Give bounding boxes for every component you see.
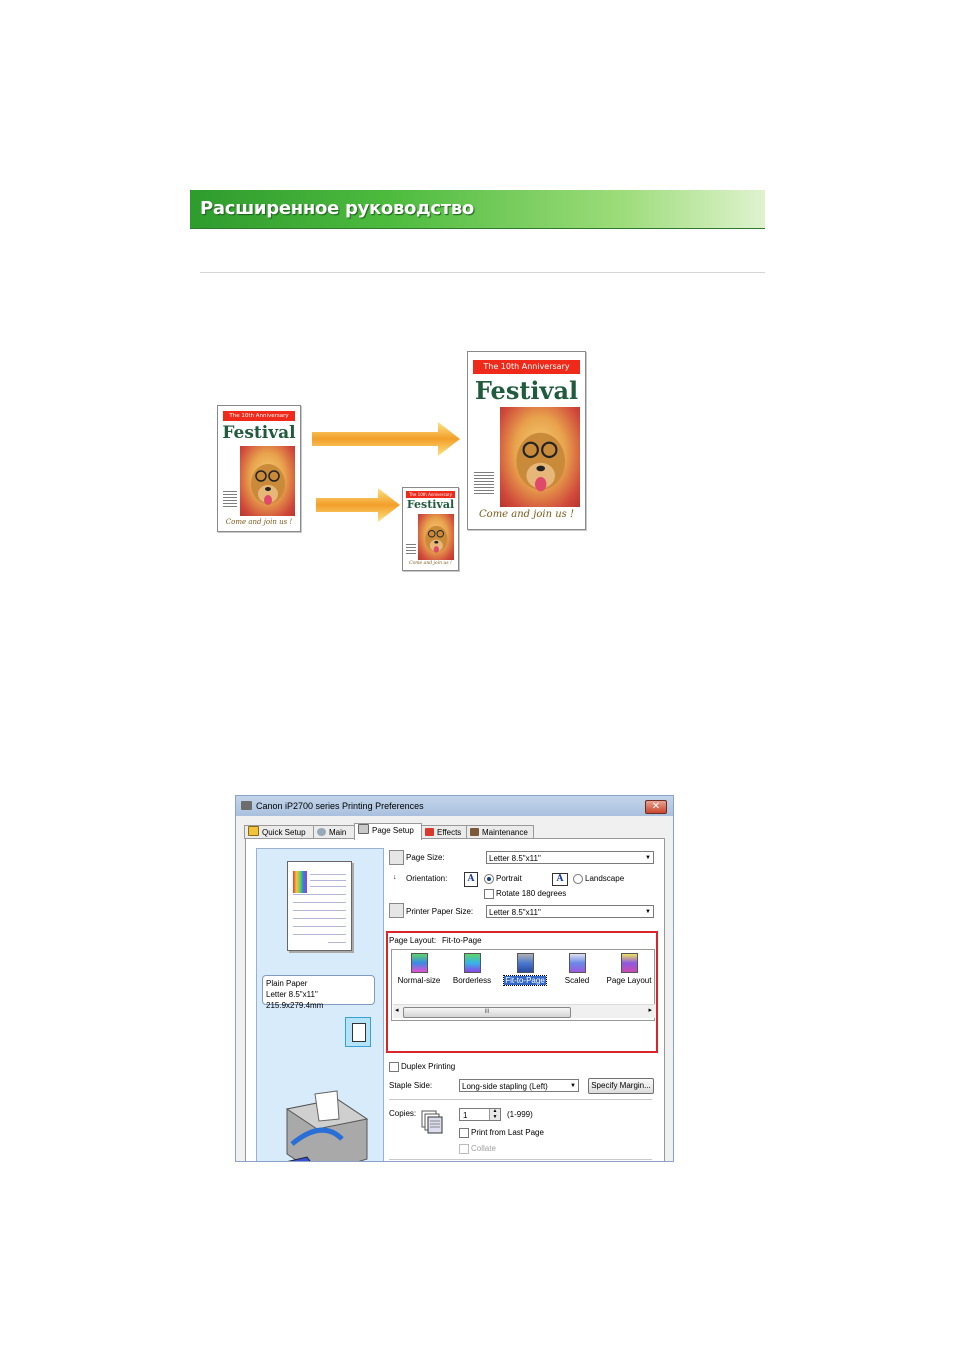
paper-info bbox=[262, 975, 375, 1010]
rotate-180-label: Rotate 180 degrees bbox=[496, 889, 567, 898]
close-button[interactable]: ✕ bbox=[645, 800, 667, 814]
copies-stepper[interactable] bbox=[459, 1108, 501, 1121]
landscape-icon: A bbox=[552, 873, 568, 886]
arrow-icon bbox=[308, 420, 463, 460]
printer-icon bbox=[241, 801, 252, 810]
landscape-radio[interactable] bbox=[573, 874, 583, 884]
divider bbox=[389, 1099, 652, 1100]
copies-value: 1 bbox=[463, 1111, 468, 1120]
dog-photo bbox=[240, 446, 295, 516]
specify-margin-button[interactable]: Specify Margin... bbox=[588, 1078, 654, 1094]
original-poster bbox=[217, 405, 301, 532]
printer-paper-size-label: Printer Paper Size: bbox=[406, 907, 474, 916]
printing-preferences-dialog bbox=[235, 795, 674, 1180]
layout-normal-size[interactable]: Normal-size bbox=[394, 953, 444, 985]
collate-label: Collate bbox=[471, 1144, 496, 1153]
title-bar[interactable] bbox=[236, 796, 673, 816]
manual-banner bbox=[190, 190, 765, 229]
portrait-label: Portrait bbox=[496, 874, 522, 883]
printer-icon: A bbox=[267, 1089, 375, 1162]
poster-text-lines bbox=[406, 544, 416, 556]
poster-title: Festival bbox=[222, 423, 296, 443]
poster-text-lines bbox=[223, 491, 237, 509]
portrait-icon: A bbox=[464, 872, 478, 887]
arrow-icon bbox=[312, 486, 402, 526]
staple-side-label: Staple Side: bbox=[389, 1081, 433, 1090]
layout-scaled[interactable]: Scaled bbox=[552, 953, 602, 985]
page-setup-panel bbox=[245, 838, 665, 1180]
enlarged-poster bbox=[467, 351, 586, 530]
poster-tagline: Come and join us ! bbox=[225, 518, 293, 526]
layout-borderless[interactable]: Borderless bbox=[447, 953, 497, 985]
page-size-label: Page Size: bbox=[406, 853, 445, 862]
divider bbox=[389, 1159, 652, 1160]
orientation-icon: ↓ bbox=[393, 874, 397, 881]
copies-spin-icon[interactable]: ▲ ▼ bbox=[489, 1109, 500, 1120]
quick-setup-icon bbox=[248, 826, 259, 836]
layout-fit-to-page[interactable]: Fit-to-Page bbox=[500, 953, 550, 985]
rotate-180-checkbox[interactable] bbox=[484, 889, 494, 899]
scroll-right-icon[interactable]: ▸ bbox=[648, 1007, 652, 1014]
main-icon bbox=[317, 828, 326, 836]
page-preview bbox=[287, 861, 352, 951]
duplex-printing-label: Duplex Printing bbox=[401, 1062, 456, 1071]
duplex-printing-checkbox[interactable] bbox=[389, 1062, 399, 1072]
copies-icon bbox=[418, 1109, 444, 1135]
poster-announcement: The 10th Anniversary bbox=[406, 491, 455, 498]
poster-tagline: Come and join us ! bbox=[479, 509, 574, 520]
paper-size-info: Letter 8.5"x11" 215.9x279.4mm bbox=[266, 990, 324, 1010]
tab-page-setup[interactable]: Page Setup bbox=[354, 823, 422, 840]
paper-size-icon bbox=[389, 903, 404, 918]
poster-title: Festival bbox=[474, 376, 579, 405]
divider bbox=[200, 272, 765, 273]
paper-type: Plain Paper bbox=[266, 979, 308, 988]
orientation-label: Orientation: bbox=[406, 874, 448, 883]
page-layout-value: Fit-to-Page bbox=[442, 936, 482, 945]
reduced-poster bbox=[402, 487, 459, 571]
tab-effects[interactable]: Effects bbox=[421, 825, 469, 839]
copies-label: Copies: bbox=[389, 1109, 417, 1118]
banner-title: Расширенное руководство bbox=[200, 198, 474, 219]
tab-quick-setup[interactable]: Quick Setup bbox=[244, 825, 314, 839]
preview-pane bbox=[256, 848, 384, 1180]
effects-icon bbox=[425, 828, 434, 836]
page-size-icon bbox=[389, 850, 404, 865]
dialog-title: Canon iP2700 series Printing Preferences bbox=[256, 801, 424, 811]
page-setup-icon bbox=[358, 824, 369, 834]
portrait-preview-button[interactable] bbox=[345, 1017, 371, 1047]
maintenance-icon bbox=[470, 828, 479, 836]
poster-announcement: The 10th Anniversary bbox=[223, 411, 295, 421]
page-layout-highlight bbox=[386, 931, 658, 1053]
portrait-radio[interactable] bbox=[484, 874, 494, 884]
page-layout-label: Page Layout: bbox=[389, 936, 437, 945]
page-size-select[interactable]: Letter 8.5"x11" ▼ bbox=[486, 851, 654, 864]
poster-title: Festival bbox=[406, 498, 455, 511]
dog-photo bbox=[418, 514, 454, 560]
poster-announcement: The 10th Anniversary bbox=[473, 360, 580, 374]
print-from-last-page-label: Print from Last Page bbox=[471, 1128, 544, 1137]
printer-paper-size-select[interactable]: Letter 8.5"x11" ▼ bbox=[486, 905, 654, 918]
print-from-last-page-checkbox[interactable] bbox=[459, 1128, 469, 1138]
scroll-thumb[interactable]: III bbox=[403, 1007, 571, 1018]
layout-page-layout[interactable]: Page Layout bbox=[604, 953, 654, 985]
tab-main[interactable]: Main bbox=[313, 825, 355, 839]
scroll-left-icon[interactable]: ◂ bbox=[395, 1007, 399, 1014]
landscape-label: Landscape bbox=[585, 874, 625, 883]
poster-text-lines bbox=[474, 472, 494, 496]
collate-checkbox[interactable] bbox=[459, 1144, 469, 1154]
dog-photo bbox=[500, 407, 580, 507]
tab-maintenance[interactable]: Maintenance bbox=[466, 825, 534, 839]
copies-range: (1-999) bbox=[507, 1110, 533, 1119]
staple-side-select[interactable]: Long-side stapling (Left) ▼ bbox=[459, 1079, 579, 1092]
poster-tagline: Come and join us ! bbox=[409, 561, 452, 566]
